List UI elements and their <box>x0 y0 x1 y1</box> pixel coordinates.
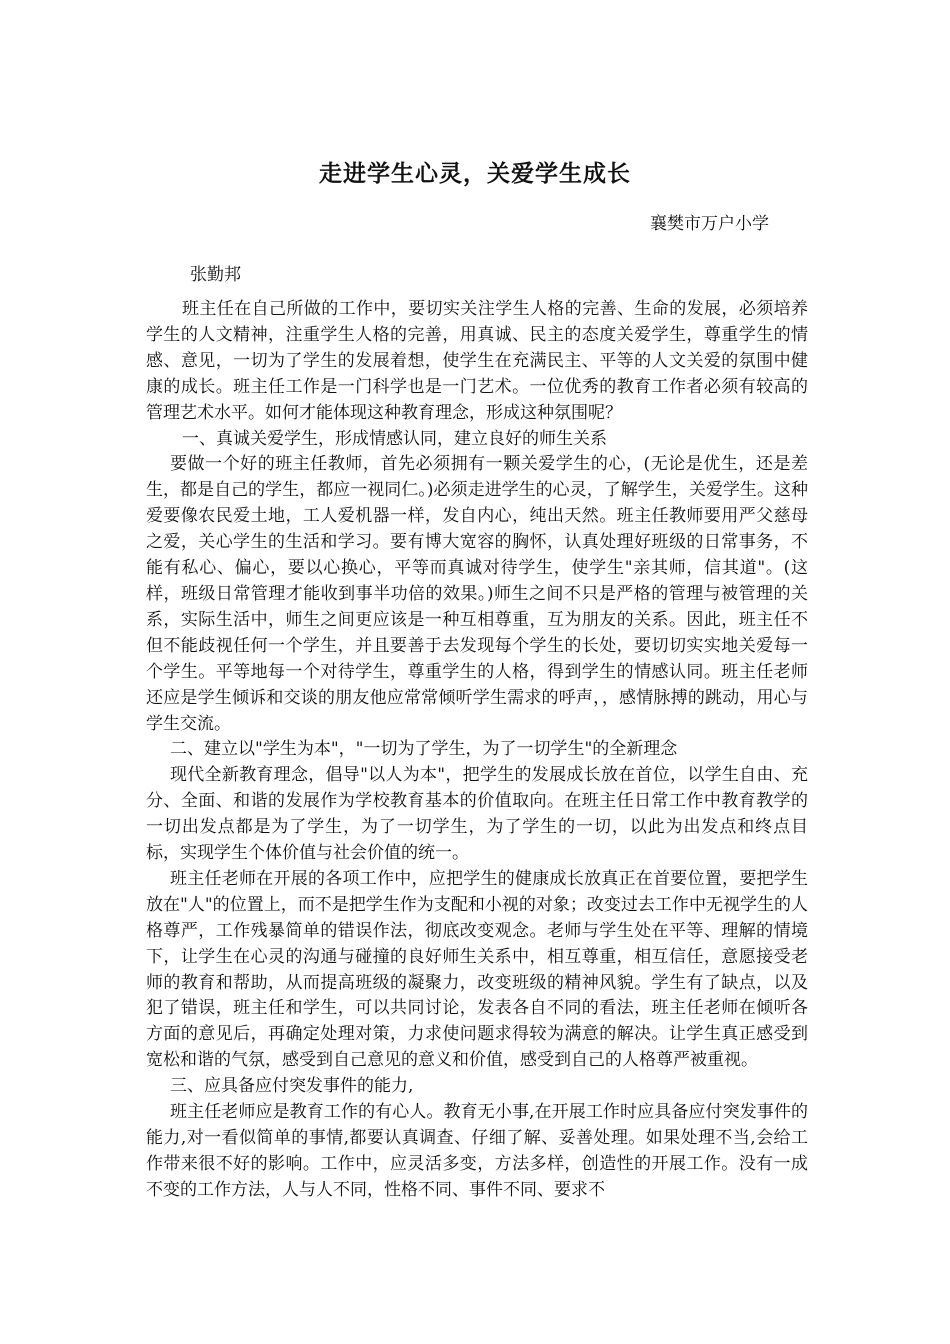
paragraph-section-1: 要做一个好的班主任教师，首先必须拥有一颗关爱学生的心，(无论是优生，还是差生，都是自己的学生，都应一视同仁。)必须走进学生的心灵，了解学生，关爱学生。这种爱要像农民爱土地，工人爱机器一样，发自内心，纯出天然。班主任教师要用严父慈母之爱，关心学生的生活和学习。要有博大宽容的胸怀，认真处理好班级的日常事务，不能有私心、偏心，要以心换心，平等而真诚对待学生，使学生"亲其师，信其道"。(这样，班级日常管理才能收到事半功倍的效果。)师生之间不只是严格的管理与被管理的关系，实际生活中，师生之间更应该是一种互相尊重，互为朋友的关系。因此，班主任不但不能歧视任何一个学生，并且要善于去发现每个学生的长处，要切切实实地关爱每一个学生。平等地每一个对待学生，尊重学生的人格，得到学生的情感认同。班主任老师还应是学生倾诉和交谈的朋友他应常常倾听学生需求的呼声，，感情脉搏的跳动，用心与学生交流。 <box>146 454 808 734</box>
section-heading-3: 三、应具备应付突发事件的能力, <box>170 1076 414 1097</box>
paragraph-section-3: 班主任老师应是教育工作的有心人。教育无小事,在开展工作时应具备应付突发事件的能力,对一看似简单的事情,都要认真调查、仔细了解、妥善处理。如果处理不当,会给工作带来很不好的影响。工作中，应灵活多变，方法多样，创造性的开展工作。没有一成不变的工作方法，人与人不同，性格不同、事件不同、要求不 <box>146 1102 808 1200</box>
section-heading-1: 一、真诚关爱学生，形成情感认同，建立良好的师生关系 <box>182 428 607 449</box>
section-heading-2: 二、建立以"学生为本"，"一切为了学生，为了一切学生"的全新理念 <box>170 739 678 760</box>
paragraph-intro: 班主任在自己所做的工作中，要切实关注学生人格的完善、生命的发展，必须培养学生的人文精神，注重学生人格的完善，用真诚、民主的态度关爱学生，尊重学生的情感、意见，一切为了学生的发展着想，使学生在充满民主、平等的人文关爱的氛围中健康的成长。班主任工作是一门科学也是一门艺术。一位优秀的教育工作者必须有较高的管理艺术水平。如何才能体现这种教育理念，形成这种氛围呢？ <box>146 299 808 423</box>
school-name: 襄樊市万户小学 <box>650 214 769 234</box>
document-title: 走进学生心灵，关爱学生成长 <box>319 161 631 187</box>
author-name: 张勤邦 <box>190 265 241 285</box>
document-body <box>146 297 808 1204</box>
paragraph-section-2a: 现代全新教育理念，倡导"以人为本"，把学生的发展成长放在首位，以学生自由、充分、全面、和谐的发展作为学校教育基本的价值取向。在班主任日常工作中教育教学的一切出发点都是为了学生，为了一切学生，为了学生的一切，以此为出发点和终点目标，实现学生个体价值与社会价值的统一。 <box>146 765 808 864</box>
paragraph-section-2b: 班主任老师在开展的各项工作中，应把学生的健康成长放真正在首要位置，要把学生放在"人"的位置上，而不是把学生作为支配和小视的对象；改变过去工作中无视学生的人格尊严，工作残暴简单的错误作法，彻底改变观念。老师与学生处在平等、理解的情境下，让学生在心灵的沟通与碰撞的良好师生关系中，相互尊重，相互信任，意愿接受老师的教育和帮助，从而提高班级的凝聚力，改变班级的精神风貌。学生有了缺点，以及犯了错误，班主任和学生，可以共同讨论，发表各自不同的看法，班主任老师在倾听各方面的意见后，再确定处理对策，力求使问题求得较为满意的解决。让学生真正感受到宽松和谐的气氛，感受到自己意见的意义和价值，感受到自己的人格尊严被重视。 <box>146 868 808 1071</box>
